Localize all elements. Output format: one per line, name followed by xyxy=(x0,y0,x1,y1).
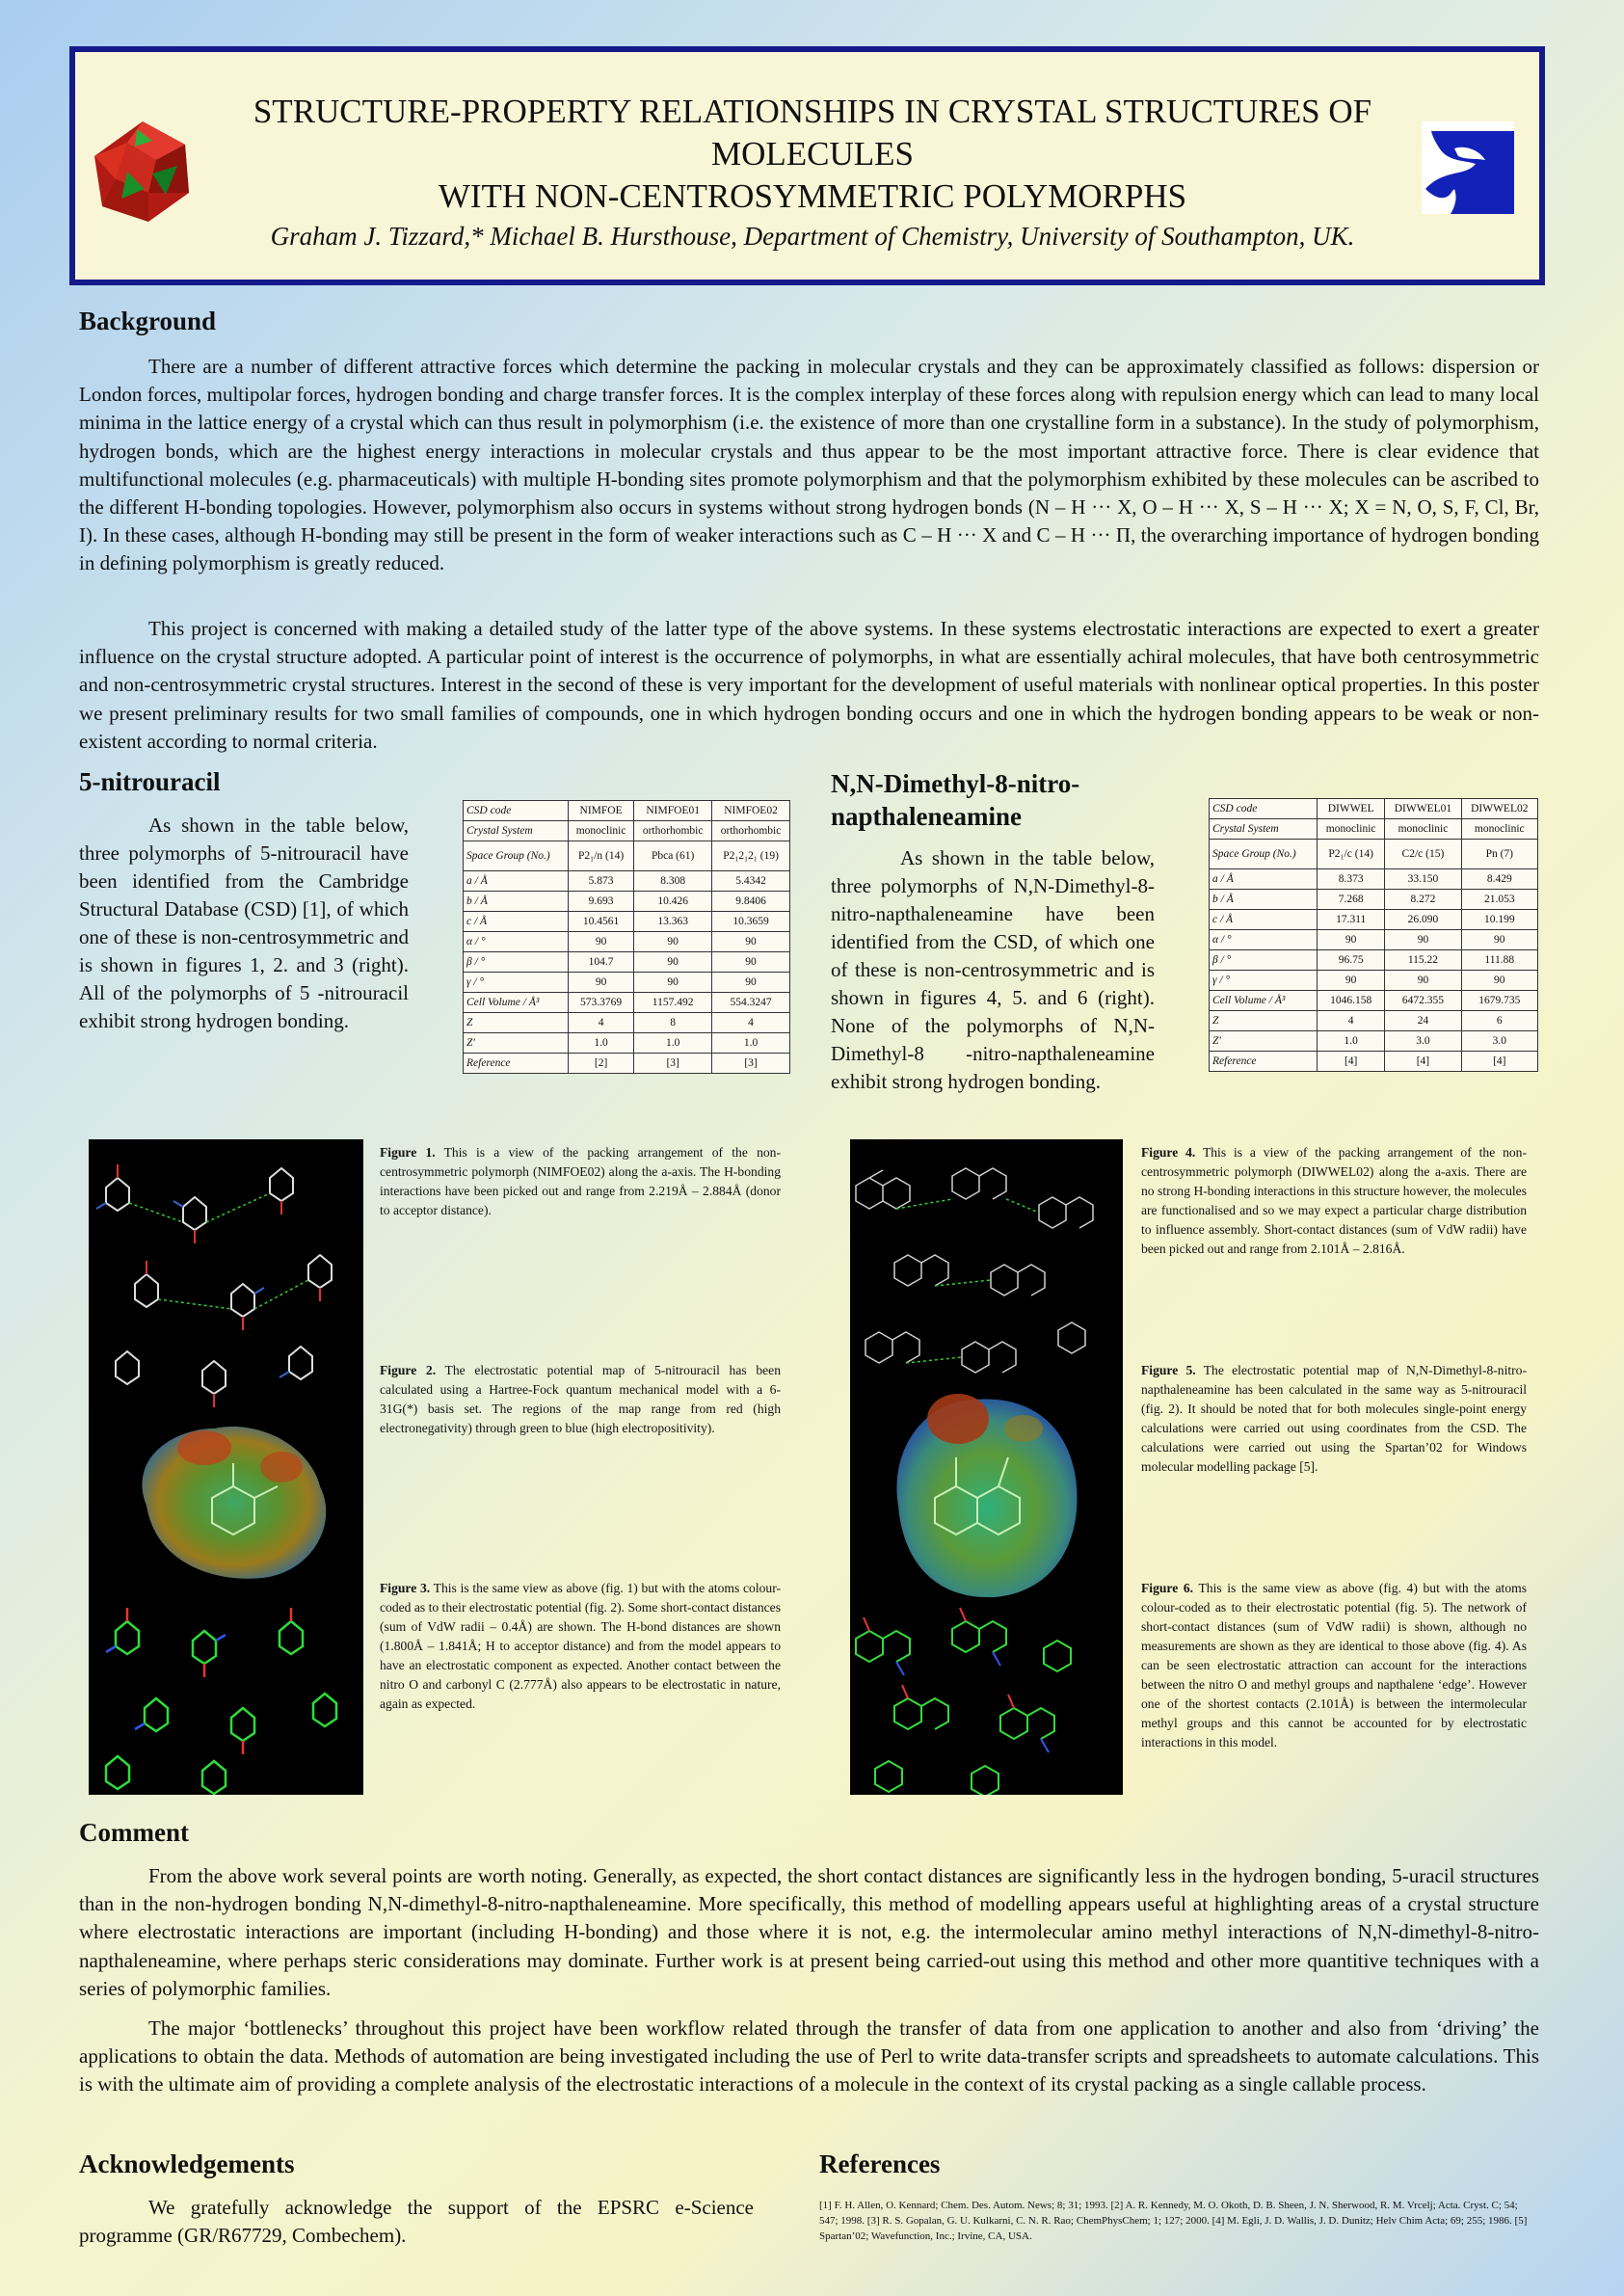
comment-paragraph-2: The major ‘bottlenecks’ throughout this project have been workflow related through the transfer of data from one application to another and also from ‘driving’ the applications to obtain the data. Methods of automation are being investigated including the use of Perl to write data-transfer scripts and spreadsheets to automate calculations. This is with the ultimate aim of providing a complete analysis of the electrostatic interactions of a molecule in the context of its crystal packing as a single callable process. xyxy=(79,2016,1539,2096)
table-cell: 8.429 xyxy=(1461,869,1537,890)
table-cell: P2₁/c (14) xyxy=(1318,840,1385,869)
figure-5-potential-map-image xyxy=(896,1394,1077,1597)
table-row xyxy=(464,801,790,821)
table-cell: 17.311 xyxy=(1318,910,1385,930)
table-row xyxy=(1210,991,1538,1011)
references-text: [1] F. H. Allen, O. Kennard; Chem. Des. Autom. News; 8; 31; 1993. [2] A. R. Kennedy, M. O. Okoth, D. B. Sheen, J. N. Sherwood, R. M. Vrcelj; Acta. Cryst. C; 54; 547; 1998. [3] R. S. Gopalan, G. U. Kulkarni, C. N. R. Rao; ChemPhysChem; 1; 127; 2000. [4] M. Egli, J. D. Wallis, J. D. Dunitz; Helv Chim Acta; 69; 255; 1986. [5] Spartan’02; Wavefunction, Inc.; Irvine, CA, USA. xyxy=(819,2200,1528,2242)
table-cell: 5.873 xyxy=(568,871,633,892)
table-cell: 90 xyxy=(1461,930,1537,950)
table-row xyxy=(464,1033,790,1054)
figure-2-text: The electrostatic potential map of 5-nitrouracil has been calculated using a Hartree-Fock quantum mechanical model with a 6-31G(*) basis set. The regions of the map range from red (high electronegativity) through green to blue (high electropositivity). xyxy=(380,1363,781,1435)
table-row-label: Reference xyxy=(464,1054,569,1074)
background-heading: Background xyxy=(79,307,217,335)
figure-4-packing-image xyxy=(856,1168,1093,1373)
table-cell: 1157.492 xyxy=(634,993,712,1013)
figure-1-text: This is a view of the packing arrangement of the non-centrosymmetric polymorph (NIMFOE02) along the a-axis. The H-bonding interactions have been picked out and range from 2.219Å – 2.884Å (donor to acceptor distance). xyxy=(380,1145,781,1217)
background-paragraph-1: There are a number of different attractive forces which determine the packing in molecular crystals and they can be approximately classified as follows: dispersion or London forces, multipolar forces, hydrogen bonding and charge transfer forces. It is the complex interplay of these forces along with repulsion energy which can lead to many local minima in the lattice energy of a crystal which can thus result in polymorphism (i.e. the existence of more than one crystalline form in a substance). In the study of polymorphism, hydrogen bonds, which are the highest energy interactions in molecular crystals and thus appear to be the most important attractive force. There is clear evidence that multifunctional molecules (e.g. pharmaceuticals) with multiple H-bonding sites promote polymorphism and that the polymorphism exhibited by these molecules can be ascribed to the different H-bonding topologies. However, polymorphism also occurs in systems without strong hydrogen bonds (N – H ··· X, O – H ··· X, S – H ··· X; X = N, O, S, F, Cl, Br, I). In these cases, although H-bonding may still be present in the form of weaker interactions such as C – H ··· X and C – H ··· Π, the overarching importance of hydrogen bonding in defining polymorphism is greatly reduced. xyxy=(79,355,1539,575)
table-cell: monoclinic xyxy=(568,821,633,841)
table-cell: DIWWEL02 xyxy=(1461,799,1537,819)
table-cell: 90 xyxy=(1385,930,1461,950)
table-row-label: Cell Volume / Å³ xyxy=(1210,991,1318,1011)
table-cell: 7.268 xyxy=(1318,890,1385,910)
table-cell: 10.4561 xyxy=(568,912,633,932)
table-cell: 573.3769 xyxy=(568,993,633,1013)
table-row xyxy=(1210,971,1538,991)
table-row xyxy=(1210,1011,1538,1031)
table-cell: 8.272 xyxy=(1385,890,1461,910)
figure-4-text: This is a view of the packing arrangement of the non-centrosymmetric polymorph (DIWWEL02) along the a-axis. There are no strong H-bonding interactions in this structure however, the molecules are functionalised and so we may expect a particular charge distribution to influence assembly. Short-contact distances (sum of VdW radii) have been picked out and range from 2.101Å – 2.816Å. xyxy=(1141,1145,1528,1256)
table-cell: 90 xyxy=(1461,971,1537,991)
table-cell: 90 xyxy=(712,973,790,993)
table-cell: 4 xyxy=(1318,1011,1385,1031)
table-row-label: CSD code xyxy=(464,801,569,821)
table-row xyxy=(1210,1052,1538,1072)
figure-3-packing-coloured-image xyxy=(106,1608,336,1794)
table-cell: 1.0 xyxy=(712,1033,790,1054)
table-row-label: α / ° xyxy=(464,932,569,952)
comment-heading: Comment xyxy=(79,1818,189,1847)
dimethyl-text: As shown in the table below, three polymorphs of N,N-Dimethyl-8-nitro-napthaleneamine have been identified from the CSD, of which one of these is non-centrosymmetric and is shown in figures 4, 5. and 6 (right). None of the polymorphs of N,N-Dimethyl-8 -nitro-napthaleneamine exhibit strong hydrogen bonding. xyxy=(831,846,1155,1093)
figure-4-label: Figure 4. xyxy=(1141,1145,1196,1160)
table-row xyxy=(464,871,790,892)
table-cell: 3.0 xyxy=(1461,1031,1537,1052)
table-row-label: Z′ xyxy=(464,1033,569,1054)
dimethyl-figure-images xyxy=(850,1139,1123,1795)
table-cell: 4 xyxy=(568,1013,633,1033)
table-row xyxy=(1210,819,1538,840)
table-cell: NIMFOE xyxy=(568,801,633,821)
table-row xyxy=(1210,1031,1538,1052)
table-row-label: Z xyxy=(464,1013,569,1033)
figure-1-caption xyxy=(380,1143,781,1220)
table-cell: P2₁2₁2₁ (19) xyxy=(712,841,790,871)
figure-5-text: The electrostatic potential map of N,N-Dimethyl-8-nitro-napthaleneamine has been calculated in the same way as 5-nitrouracil (fig. 2). It should be noted that for both molecules single-point energy calculations were carried out using coordinates from the CSD. The calculations were carried out using the Spartan’02 for Windows molecular modelling package [5]. xyxy=(1141,1363,1528,1474)
table-cell: 8.308 xyxy=(634,871,712,892)
table-row-label: Cell Volume / Å³ xyxy=(464,993,569,1013)
nitrouracil-polymorph-table xyxy=(463,800,790,1074)
table-cell: 90 xyxy=(634,973,712,993)
background-paragraph-2: This project is concerned with making a detailed study of the latter type of the above systems. In these systems electrostatic interactions are expected to exert a greater influence on the crystal structure adopted. A particular point of interest is the occurrence of polymorphs, in what are essentially achiral molecules, that have both centrosymmetric and non-centrosymmetric crystal structures. Interest in the second of these is very important for the development of useful materials with nonlinear optical properties. In this poster we present preliminary results for two small families of compounds, one in which hydrogen bonding occurs and one in which the hydrogen bonding appears to be weak or non-existent according to normal criteria. xyxy=(79,617,1539,753)
table-cell: 104.7 xyxy=(568,952,633,973)
comment-paragraph-1: From the above work several points are worth noting. Generally, as expected, the short contact distances are significantly less in the hydrogen bonding, 5-uracil structures than in the non-hydrogen bonding N,N-dimethyl-8-nitro-napthaleneamine. More specifically, this method of modelling appears useful at highlighting areas of a crystal structure where electrostatic interactions are important (including H-bonding) and those where it is not, e.g. the intermolecular amino methyl interactions of N,N-dimethyl-8-nitro-napthaleneamine, where perhaps steric considerations may dominate. Further work is at present being carried-out using this method and other more quantitive techniques with a series of polymorphic families. xyxy=(79,1864,1539,2000)
nitrouracil-text: As shown in the table below, three polymorphs of 5-nitrouracil have been identified from the Cambridge Structural Database (CSD) [1], of which one of these is non-centrosymmetric and is shown in figures 1, 2. and 3 (right). All of the polymorphs of 5 -nitrouracil exhibit strong hydrogen bonding. xyxy=(79,814,409,1032)
table-row xyxy=(464,932,790,952)
table-cell: 21.053 xyxy=(1461,890,1537,910)
table-cell: 10.426 xyxy=(634,892,712,912)
table-cell: [3] xyxy=(712,1054,790,1074)
polyhedron-logo-icon xyxy=(89,118,197,226)
table-cell: 24 xyxy=(1385,1011,1461,1031)
table-row xyxy=(1210,930,1538,950)
table-cell: monoclinic xyxy=(1385,819,1461,840)
figure-5-label: Figure 5. xyxy=(1141,1363,1196,1377)
table-cell: 1.0 xyxy=(634,1033,712,1054)
table-cell: 90 xyxy=(1318,930,1385,950)
acknowledgements-heading: Acknowledgements xyxy=(79,2149,295,2178)
figure-2-caption xyxy=(380,1361,781,1438)
figure-6-packing-coloured-image xyxy=(856,1608,1071,1795)
references-heading: References xyxy=(819,2149,941,2178)
figure-2-label: Figure 2. xyxy=(380,1363,437,1377)
table-cell: DIWWEL01 xyxy=(1385,799,1461,819)
table-cell: NIMFOE01 xyxy=(634,801,712,821)
table-row xyxy=(1210,869,1538,890)
figure-6-text: This is the same view as above (fig. 4) but with the atoms colour-coded as to their electrostatic potential (fig. 5). The network of short-contact distances (sum of VdW radii) is shown, although no measurements are shown as they are identical to those above (fig. 4). As can be seen electrostatic attraction can account for the interactions between the nitro O and methyl groups and napthalene ‘edge’. However one of the shortest contacts (2.101Å) is between the intermolecular methyl groups and this cannot be accounted for by electrostatic interactions in this model. xyxy=(1141,1581,1527,1749)
dimethyl-polymorph-table xyxy=(1209,798,1538,1072)
table-cell: 4 xyxy=(712,1013,790,1033)
table-row xyxy=(1210,890,1538,910)
table-cell: 9.693 xyxy=(568,892,633,912)
poster-title xyxy=(229,91,1396,218)
table-cell: 1679.735 xyxy=(1461,991,1537,1011)
table-row xyxy=(464,821,790,841)
table-cell: 1.0 xyxy=(568,1033,633,1054)
table-row-label: c / Å xyxy=(1210,910,1318,930)
table-cell: 115.22 xyxy=(1385,950,1461,971)
table-cell: 90 xyxy=(712,932,790,952)
table-cell: 8.373 xyxy=(1318,869,1385,890)
table-row-label: Space Group (No.) xyxy=(464,841,569,871)
figure-3-caption xyxy=(380,1579,781,1714)
table-cell: NIMFOE02 xyxy=(712,801,790,821)
table-cell: [3] xyxy=(634,1054,712,1074)
figure-6-caption xyxy=(1141,1579,1527,1752)
table-row xyxy=(464,993,790,1013)
nitrouracil-figure-images xyxy=(89,1139,363,1795)
table-cell: C2/c (15) xyxy=(1385,840,1461,869)
title-line-2: MOLECULES xyxy=(711,135,914,173)
table-cell: 96.75 xyxy=(1318,950,1385,971)
table-row xyxy=(464,912,790,932)
dimethyl-heading xyxy=(831,767,1079,833)
dimethyl-heading-line-1: N,N-Dimethyl-8-nitro- xyxy=(831,769,1080,798)
table-cell: [4] xyxy=(1461,1052,1537,1072)
dimethyl-heading-line-2: napthaleneamine xyxy=(831,802,1023,831)
table-cell: 13.363 xyxy=(634,912,712,932)
table-cell: 6 xyxy=(1461,1011,1537,1031)
table-cell: 33.150 xyxy=(1385,869,1461,890)
table-cell: 90 xyxy=(634,932,712,952)
table-row-label: γ / ° xyxy=(464,973,569,993)
table-row-label: Crystal System xyxy=(1210,819,1318,840)
table-cell: 8 xyxy=(634,1013,712,1033)
table-cell: 111.88 xyxy=(1461,950,1537,971)
table-row-label: α / ° xyxy=(1210,930,1318,950)
poster-header xyxy=(69,46,1545,285)
poster-authors: Graham J. Tizzard,* Michael B. Hursthouse, Department of Chemistry, University of Southampton, UK. xyxy=(270,222,1355,251)
table-row-label: b / Å xyxy=(1210,890,1318,910)
table-row xyxy=(464,952,790,973)
table-cell: monoclinic xyxy=(1318,819,1385,840)
table-cell: 90 xyxy=(568,932,633,952)
table-cell: 3.0 xyxy=(1385,1031,1461,1052)
table-row-label: β / ° xyxy=(1210,950,1318,971)
table-cell: 1.0 xyxy=(1318,1031,1385,1052)
table-cell: 90 xyxy=(634,952,712,973)
nitrouracil-figure-svg xyxy=(89,1139,363,1795)
table-row-label: Space Group (No.) xyxy=(1210,840,1318,869)
title-line-1: STRUCTURE-PROPERTY RELATIONSHIPS IN CRYSTAL STRUCTURES OF xyxy=(253,93,1372,130)
table-row-label: Z′ xyxy=(1210,1031,1318,1052)
table-cell: 90 xyxy=(1318,971,1385,991)
dolphin-logo-icon xyxy=(1422,121,1514,214)
table-row-label: b / Å xyxy=(464,892,569,912)
title-line-3: WITH NON-CENTROSYMMETRIC POLYMORPHS xyxy=(438,177,1187,215)
table-cell: orthorhombic xyxy=(712,821,790,841)
table-cell: Pbca (61) xyxy=(634,841,712,871)
table-cell: 5.4342 xyxy=(712,871,790,892)
table-row xyxy=(464,1013,790,1033)
table-row-label: Crystal System xyxy=(464,821,569,841)
table-cell: 1046.158 xyxy=(1318,991,1385,1011)
table-row-label: a / Å xyxy=(1210,869,1318,890)
table-row-label: γ / ° xyxy=(1210,971,1318,991)
table-row xyxy=(1210,910,1538,930)
table-row-label: Reference xyxy=(1210,1052,1318,1072)
table-cell: 90 xyxy=(568,973,633,993)
table-row-label: c / Å xyxy=(464,912,569,932)
table-cell: [2] xyxy=(568,1054,633,1074)
table-cell: [4] xyxy=(1385,1052,1461,1072)
table-row xyxy=(464,1054,790,1074)
table-cell: 26.090 xyxy=(1385,910,1461,930)
figure-5-caption xyxy=(1141,1361,1527,1477)
table-row xyxy=(464,973,790,993)
table-row-label: β / ° xyxy=(464,952,569,973)
table-cell: 10.199 xyxy=(1461,910,1537,930)
figure-6-label: Figure 6. xyxy=(1141,1581,1194,1595)
dimethyl-figure-svg xyxy=(850,1139,1123,1795)
figure-4-caption xyxy=(1141,1143,1527,1259)
table-row-label: Z xyxy=(1210,1011,1318,1031)
table-cell: monoclinic xyxy=(1461,819,1537,840)
figure-2-potential-map-image xyxy=(142,1427,326,1579)
table-cell: orthorhombic xyxy=(634,821,712,841)
table-cell: 10.3659 xyxy=(712,912,790,932)
table-cell: 90 xyxy=(1385,971,1461,991)
table-cell: [4] xyxy=(1318,1052,1385,1072)
nitrouracil-heading: 5-nitrouracil xyxy=(79,767,221,796)
table-row xyxy=(1210,950,1538,971)
figure-1-label: Figure 1. xyxy=(380,1145,436,1160)
table-cell: 6472.355 xyxy=(1385,991,1461,1011)
figure-3-label: Figure 3. xyxy=(380,1581,431,1595)
table-row xyxy=(1210,799,1538,819)
table-cell: DIWWEL xyxy=(1318,799,1385,819)
figure-1-packing-image xyxy=(96,1164,332,1407)
table-row-label: CSD code xyxy=(1210,799,1318,819)
table-cell: P2₁/n (14) xyxy=(568,841,633,871)
table-row xyxy=(1210,840,1538,869)
acknowledgements-text: We gratefully acknowledge the support of the EPSRC e-Science programme (GR/R67729, Combechem). xyxy=(79,2196,754,2248)
table-cell: 554.3247 xyxy=(712,993,790,1013)
table-cell: 9.8406 xyxy=(712,892,790,912)
table-cell: 90 xyxy=(712,952,790,973)
table-row-label: a / Å xyxy=(464,871,569,892)
table-cell: Pn (7) xyxy=(1461,840,1537,869)
table-row xyxy=(464,841,790,871)
figure-3-text: This is the same view as above (fig. 1) but with the atoms colour-coded as to their electrostatic potential (fig. 2). Some short-contact distances (sum of VdW radii – 0.4Å) are shown. The H-bond distances are shown (1.800Å – 1.841Å; H to acceptor distance) and from the model appears to have an electrostatic component as expected. Another contact between the nitro O and carbonyl C (2.777Å) also appears to be electrostatic in nature, again as expected. xyxy=(380,1581,782,1711)
table-row xyxy=(464,892,790,912)
